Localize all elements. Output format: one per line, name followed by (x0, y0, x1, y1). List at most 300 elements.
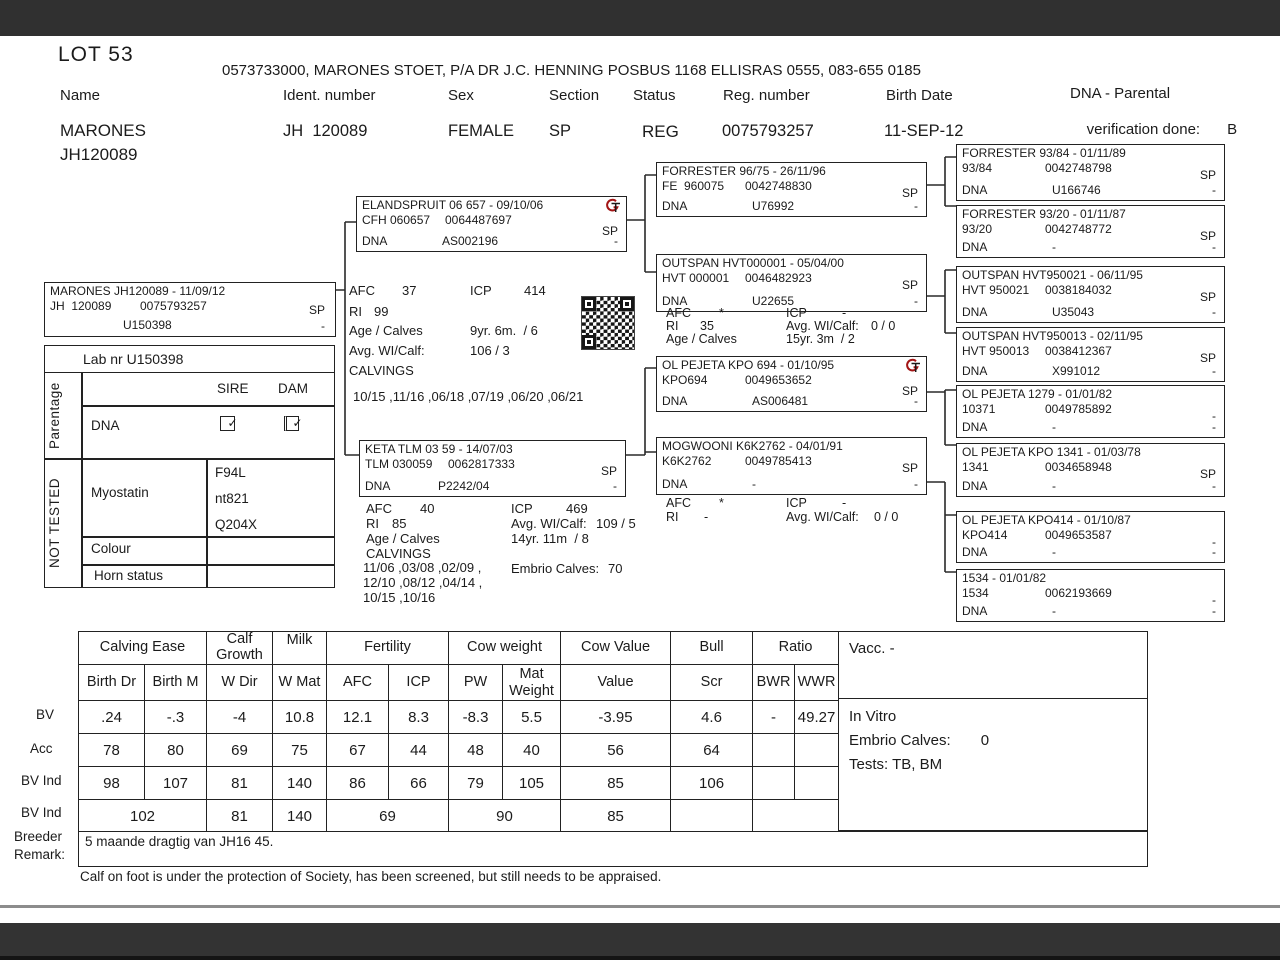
dash: - (1212, 544, 1216, 559)
colour-label: Colour (91, 541, 131, 556)
ebv-cell: 49.27 (795, 701, 839, 734)
col-birth-dr: Birth Dr (79, 665, 145, 701)
animal-title: MARONES JH120089 - 11/09/12 (50, 284, 226, 298)
embrio-label: Embrio Calves: (849, 732, 951, 749)
column-header-row (79, 665, 839, 701)
animal-reg: 0075793257 (140, 299, 207, 313)
dam-calvings-line1: 11/06 ,03/08 ,02/09 , (363, 560, 482, 575)
animal-title: KETA TLM 03 59 - 14/07/03 (365, 442, 513, 456)
tests-line (849, 756, 942, 773)
section-code: - (1212, 409, 1216, 423)
sire-age-value: 9yr. 6m. / 6 (470, 323, 538, 338)
animal-id: K6K2762 (662, 454, 712, 468)
g3d-avgwi-label: Avg. WI/Calf: (786, 510, 859, 524)
col-birth-m: Birth M (145, 665, 207, 701)
animal-id: 1534 (962, 586, 989, 600)
invitro-label (849, 708, 896, 725)
pedigree-box-animal (44, 282, 336, 337)
dna-value: - (1052, 544, 1056, 559)
dna-value: U35043 (1052, 304, 1095, 319)
section-code: SP (600, 464, 617, 478)
row-label-bv: BV (36, 707, 55, 722)
section-code: SP (1199, 467, 1216, 481)
bottom-bar (0, 923, 1280, 956)
animal-name-line2: JH120089 (60, 145, 138, 164)
g3d-icp-value: - (842, 496, 847, 510)
dash: - (1212, 239, 1216, 254)
animal-reg: 0046482923 (745, 271, 812, 285)
col-pw: PW (449, 665, 503, 701)
sire-calvings-list: 10/15 ,11/16 ,06/18 ,07/19 ,06/20 ,06/21 (353, 389, 584, 404)
animal-title: FORRESTER 93/20 - 01/11/87 (962, 207, 1126, 221)
dna-label: DNA (962, 363, 988, 378)
top-bar (0, 0, 1280, 36)
dash: - (1212, 478, 1216, 493)
pedigree-box-g4-6 (956, 443, 1225, 497)
animal-title: OUTSPAN HVT000001 - 05/04/00 (662, 256, 844, 270)
ebv-cell: -8.3 (449, 701, 503, 734)
vacc-value: Vacc. - (849, 640, 895, 657)
ebv-cell: 85 (561, 767, 671, 800)
animal-id: HVT 000001 (662, 271, 730, 285)
sire-ri-label: RI (349, 304, 362, 319)
dam-afc-value: 40 (420, 501, 435, 516)
ebv-cell: 56 (561, 734, 671, 767)
dam-calvings-line3: 10/15 ,10/16 (363, 590, 436, 605)
animal-id: KPO414 (962, 528, 1008, 542)
society-note: Calf on foot is under the protection of Society, has been screened, but still needs to be appraised. (80, 869, 662, 884)
lab-number-value: Lab nr U150398 (83, 351, 184, 367)
vacc-header (839, 632, 1147, 699)
animal-title: OL PEJETA KPO 694 - 01/10/95 (662, 358, 835, 372)
ebv-cell: -.3 (145, 701, 207, 734)
dam-dna-checkbox (284, 416, 303, 431)
g3d-avgwi-value: 0 / 0 (874, 510, 899, 524)
lab-parentage-table (44, 345, 335, 588)
dam-column-header: DAM (278, 381, 308, 396)
ebv-cell: 69 (327, 800, 449, 833)
dna-parental-label: DNA - Parental (1070, 85, 1171, 102)
g3d-afc-value: * (719, 496, 724, 510)
dna-label: DNA (962, 304, 988, 319)
dam-age-label: Age / Calves (366, 531, 440, 546)
breeder-remark-text: 5 maande dragtig van JH16 45. (85, 834, 274, 849)
pedigree-box-g4-2 (956, 205, 1225, 258)
bv-index-row (79, 767, 839, 800)
animal-birthdate-value: 11-SEP-12 (884, 122, 964, 140)
g3b-age-label: Age / Calves (666, 332, 737, 346)
col-wwr: WWR (795, 665, 839, 701)
breeder-contact-line: 0573733000, MARONES STOET, P/A DR J.C. HENNING POSBUS 1168 ELLISRAS 0555, 083-655 0185 (222, 62, 921, 79)
sire-icp-value: 414 (524, 283, 546, 298)
ebv-cell: 10.8 (273, 701, 327, 734)
dna-value: U22655 (752, 293, 795, 308)
section-code: SP (601, 224, 618, 238)
dam-embrio-label: Embrio Calves: (511, 561, 600, 576)
dna-value: - (1052, 603, 1056, 618)
pedigree-box-dam-sire (656, 356, 927, 412)
ebv-cell: 75 (273, 734, 327, 767)
lab-body (45, 373, 334, 587)
sire-dna-checkbox (220, 416, 238, 431)
animal-reg: 0038184032 (1045, 283, 1112, 297)
dna-value: - (1052, 478, 1056, 493)
dash: - (1212, 182, 1216, 197)
dam-age-value: 14yr. 11m / 8 (511, 531, 589, 546)
pedigree-box-sire-dam (656, 254, 927, 312)
pedigree-box-sire-sire (656, 162, 927, 217)
animal-id: JH 120089 (50, 299, 112, 313)
col-icp: ICP (389, 665, 449, 701)
ebv-cell: 64 (671, 734, 753, 767)
animal-id: 10371 (962, 402, 996, 416)
animal-reg: 0062193669 (1045, 586, 1112, 600)
ebv-cell: 66 (389, 767, 449, 800)
animal-title: OUTSPAN HVT950021 - 06/11/95 (962, 268, 1143, 282)
ebv-cell (795, 767, 839, 800)
section-code: SP (1199, 168, 1216, 182)
ebv-cell: 106 (671, 767, 753, 800)
section-code: - (1212, 593, 1216, 607)
g3b-ri-label: RI (666, 319, 679, 333)
sire-column-header: SIRE (217, 381, 249, 396)
dash: - (914, 198, 918, 213)
ebv-cell: 105 (503, 767, 561, 800)
ebv-cell (753, 800, 839, 833)
animal-title: FORRESTER 96/75 - 26/11/96 (662, 164, 826, 178)
dash: - (321, 318, 325, 333)
ebv-cell: 107 (145, 767, 207, 800)
animal-title: 1534 - 01/01/82 (962, 571, 1047, 585)
dna-label: DNA (962, 419, 988, 434)
ebv-cell: 102 (79, 800, 207, 833)
col-scr: Scr (671, 665, 753, 701)
row-label-acc: Acc (30, 741, 53, 756)
animal-title: OL PEJETA 1279 - 01/01/82 (962, 387, 1113, 401)
dna-value: X991012 (1052, 363, 1101, 378)
animal-reg: 0042748772 (1045, 222, 1112, 236)
acc-row (79, 734, 839, 767)
ebv-cell: 140 (273, 767, 327, 800)
dash: - (914, 293, 918, 308)
row-label-bvind2: BV Ind (21, 805, 62, 820)
animal-section-value: SP (549, 122, 572, 140)
society-logo-icon (903, 358, 922, 380)
ebv-cell: -4 (207, 701, 273, 734)
dash: - (1212, 304, 1216, 319)
lot-number: LOT 53 (58, 43, 134, 66)
ebv-cell (753, 734, 795, 767)
animal-id: FE 960075 (662, 179, 725, 193)
ebv-cell: 81 (207, 767, 273, 800)
dash: - (1212, 419, 1216, 434)
dna-label: DNA (362, 233, 388, 248)
bottom-edge (0, 956, 1280, 960)
dna-label: DNA (962, 239, 988, 254)
field-label-sex: Sex (448, 87, 474, 104)
field-label-ident: Ident. number (283, 87, 376, 104)
col-w-dir: W Dir (207, 665, 273, 701)
g3d-icp-label: ICP (786, 496, 807, 510)
dna-label: DNA (662, 293, 688, 308)
myostatin-label: Myostatin (91, 485, 149, 500)
tests-text: Tests: TB, BM (849, 756, 943, 773)
myostatin-value-1: F94L (215, 465, 246, 480)
group-calf-growth: Calf Growth (207, 632, 273, 665)
ebv-cell (795, 734, 839, 767)
ebv-cell: 40 (503, 734, 561, 767)
pedigree-box-g4-5 (956, 385, 1225, 438)
dash: - (914, 476, 918, 491)
divider-line (0, 905, 1280, 908)
animal-title: OUTSPAN HVT950013 - 02/11/95 (962, 329, 1143, 343)
check-icon: ✓ (227, 416, 238, 430)
section-code: SP (901, 278, 918, 292)
animal-reg: 0049653652 (745, 373, 812, 387)
dash: - (613, 478, 617, 493)
dam-afc-label: AFC (366, 501, 392, 516)
g3b-ri-value: 35 (700, 319, 714, 333)
ebv-cell: 79 (449, 767, 503, 800)
g3b-avgwi-label: Avg. WI/Calf: (786, 319, 859, 333)
ebv-cell: 4.6 (671, 701, 753, 734)
group-fertility: Fertility (327, 632, 449, 665)
bv-index-group-row (79, 800, 839, 833)
animal-id: TLM 030059 (365, 457, 433, 471)
dna-value: AS002196 (442, 233, 499, 248)
animal-name-line1: MARONES (60, 121, 146, 140)
animal-title: OL PEJETA KPO414 - 01/10/87 (962, 513, 1131, 527)
section-code: SP (901, 461, 918, 475)
dna-label: DNA (962, 603, 988, 618)
animal-id: 1341 (962, 460, 989, 474)
ebv-cell: 12.1 (327, 701, 389, 734)
group-calving-ease: Calving Ease (79, 632, 207, 665)
col-value: Value (561, 665, 671, 701)
animal-reg: 0049785892 (1045, 402, 1112, 416)
animal-ident-value: JH 120089 (283, 122, 368, 140)
animal-title: MOGWOONI K6K2762 - 04/01/91 (662, 439, 843, 453)
pedigree-box-g4-7 (956, 511, 1225, 563)
divider (81, 405, 334, 407)
ebv-cell: .24 (79, 701, 145, 734)
section-divider (45, 458, 334, 460)
qr-finder-icon (620, 297, 634, 311)
lab-number-row (45, 346, 334, 373)
vacc-panel (838, 631, 1148, 831)
animal-id: KPO694 (662, 373, 708, 387)
g3b-afc-label: AFC (666, 306, 691, 320)
dam-calvings-label: CALVINGS (366, 546, 431, 561)
sire-afc-value: 37 (402, 283, 417, 298)
ebv-cell: 48 (449, 734, 503, 767)
remark-label-line2: Remark: (14, 847, 66, 862)
divider (206, 458, 208, 587)
pedigree-box-g4-3 (956, 266, 1225, 323)
parentage-section-label: Parentage (47, 382, 62, 449)
dash: - (614, 233, 618, 248)
col-afc: AFC (327, 665, 389, 701)
col-w-mat: W Mat (273, 665, 327, 701)
g3d-ri-label: RI (666, 510, 679, 524)
sire-avgwi-label: Avg. WI/Calf: (349, 343, 425, 358)
sire-ri-value: 99 (374, 304, 389, 319)
ebv-cell: 78 (79, 734, 145, 767)
animal-reg: 0034658948 (1045, 460, 1112, 474)
col-mat-weight: Mat Weight (503, 665, 561, 701)
sire-avgwi-value: 106 / 3 (470, 343, 510, 358)
dna-value: U166746 (1052, 182, 1101, 197)
divider (81, 536, 334, 538)
field-label-reg: Reg. number (723, 87, 810, 104)
animal-reg: 0062817333 (448, 457, 515, 471)
ebv-cell: 81 (207, 800, 273, 833)
animal-status-value: REG (642, 122, 679, 141)
field-label-name: Name (60, 87, 101, 104)
animal-title: ELANDSPRUIT 06 657 - 09/10/06 (362, 198, 544, 212)
dam-icp-value: 469 (566, 501, 588, 516)
sire-age-label: Age / Calves (349, 323, 423, 338)
section-code: SP (1199, 351, 1216, 365)
invitro-text: In Vitro (849, 708, 897, 725)
animal-reg: 0049653587 (1045, 528, 1112, 542)
dna-value: - (752, 476, 756, 491)
embrio-calves-line (849, 732, 989, 749)
ebv-cell: 5.5 (503, 701, 561, 734)
ebv-cell: 8.3 (389, 701, 449, 734)
not-tested-section-label: NOT TESTED (47, 477, 62, 568)
section-code: SP (901, 186, 918, 200)
g3b-icp-value: - (842, 306, 847, 320)
dna-label: DNA (662, 393, 688, 408)
qr-code (581, 296, 635, 350)
group-milk: Milk (273, 632, 327, 665)
animal-reg: 0064487697 (445, 213, 512, 227)
pedigree-box-g4-8 (956, 569, 1225, 622)
group-cow-weight: Cow weight (449, 632, 561, 665)
breeder-remark-box (78, 831, 1148, 867)
animal-id: 93/20 (962, 222, 993, 236)
section-code: SP (1199, 229, 1216, 243)
field-label-section: Section (549, 87, 600, 104)
pedigree-box-g4-1 (956, 144, 1225, 201)
section-code: SP (1199, 290, 1216, 304)
myostatin-value-3: Q204X (215, 517, 258, 532)
animal-id: HVT 950021 (962, 283, 1030, 297)
ebv-cell: 85 (561, 800, 671, 833)
ebv-cell: 98 (79, 767, 145, 800)
animal-id: 93/84 (962, 161, 993, 175)
dash: - (914, 393, 918, 408)
pedigree-box-dam (359, 440, 626, 497)
ebv-cell (671, 800, 753, 833)
g3b-afc-value: * (719, 306, 724, 320)
g3b-age-value: 15yr. 3m / 2 (786, 332, 855, 346)
animal-reg-value: 0075793257 (722, 122, 814, 140)
row-label-bvind1: BV Ind (21, 773, 62, 788)
dna-label: DNA (962, 182, 988, 197)
ebv-cell: 44 (389, 734, 449, 767)
ebv-cell: 140 (273, 800, 327, 833)
dam-ri-value: 85 (392, 516, 407, 531)
ebv-cell (753, 767, 795, 800)
field-label-status: Status (633, 87, 676, 104)
dna-value: P2242/04 (438, 478, 490, 493)
dna-value: - (1052, 419, 1056, 434)
section-code: SP (308, 303, 325, 317)
lab-number: U150398 (123, 317, 172, 332)
divider (81, 564, 334, 566)
group-ratio: Ratio (753, 632, 839, 665)
animal-id: HVT 950013 (962, 344, 1030, 358)
pedigree-box-g4-4 (956, 327, 1225, 382)
bv-row (79, 701, 839, 734)
field-label-birthdate: Birth Date (886, 87, 953, 104)
animal-title: FORRESTER 93/84 - 01/11/89 (962, 146, 1126, 160)
group-cow-value: Cow Value (561, 632, 671, 665)
dam-ri-label: RI (366, 516, 379, 531)
dna-label: DNA (662, 198, 688, 213)
dam-calvings-line2: 12/10 ,08/12 ,04/14 , (363, 575, 483, 590)
ebv-cell: 67 (327, 734, 389, 767)
pedigree-box-sire (356, 196, 627, 252)
animal-reg: 0049785413 (745, 454, 812, 468)
ebv-cell: 69 (207, 734, 273, 767)
ebv-cell: - (753, 701, 795, 734)
group-header-row (79, 632, 839, 665)
g3b-icp-label: ICP (786, 306, 807, 320)
pedigree-box-dam-dam (656, 437, 927, 495)
animal-reg: 0042748830 (745, 179, 812, 193)
dna-row-label: DNA (91, 418, 120, 433)
g3b-avgwi-value: 0 / 0 (871, 319, 896, 333)
ebv-cell: 90 (449, 800, 561, 833)
dash: - (1212, 603, 1216, 618)
dash: - (1212, 363, 1216, 378)
animal-sex-value: FEMALE (448, 122, 515, 140)
dna-label: DNA (962, 544, 988, 559)
animal-reg: 0042748798 (1045, 161, 1112, 175)
section-code: - (1212, 535, 1216, 549)
ebv-cell: 86 (327, 767, 389, 800)
ebv-table (78, 631, 839, 833)
col-bwr: BWR (753, 665, 795, 701)
g3d-afc-label: AFC (666, 496, 691, 510)
ebv-cell: 80 (145, 734, 207, 767)
dna-label: DNA (365, 478, 391, 493)
section-code: SP (901, 384, 918, 398)
sire-calvings-label: CALVINGS (349, 363, 414, 378)
dam-avgwi-label: Avg. WI/Calf: (511, 516, 587, 531)
remark-label-line1: Breeder (14, 829, 63, 844)
g3d-ri-value: - (704, 510, 709, 524)
dna-value: U76992 (752, 198, 795, 213)
dna-label: DNA (662, 476, 688, 491)
dna-value: AS006481 (752, 393, 809, 408)
dna-verification-value: B (1227, 121, 1238, 138)
ebv-cell: -3.95 (561, 701, 671, 734)
embrio-value: 0 (980, 732, 990, 749)
qr-finder-icon (582, 335, 596, 349)
sire-icp-label: ICP (470, 283, 492, 298)
society-logo-icon (603, 198, 622, 220)
animal-reg: 0038412367 (1045, 344, 1112, 358)
dam-avgwi-value: 109 / 5 (596, 516, 636, 531)
dam-icp-label: ICP (511, 501, 533, 516)
dna-label: DNA (962, 478, 988, 493)
myostatin-value-2: nt821 (215, 491, 249, 506)
check-icon: ✓ (292, 416, 303, 430)
